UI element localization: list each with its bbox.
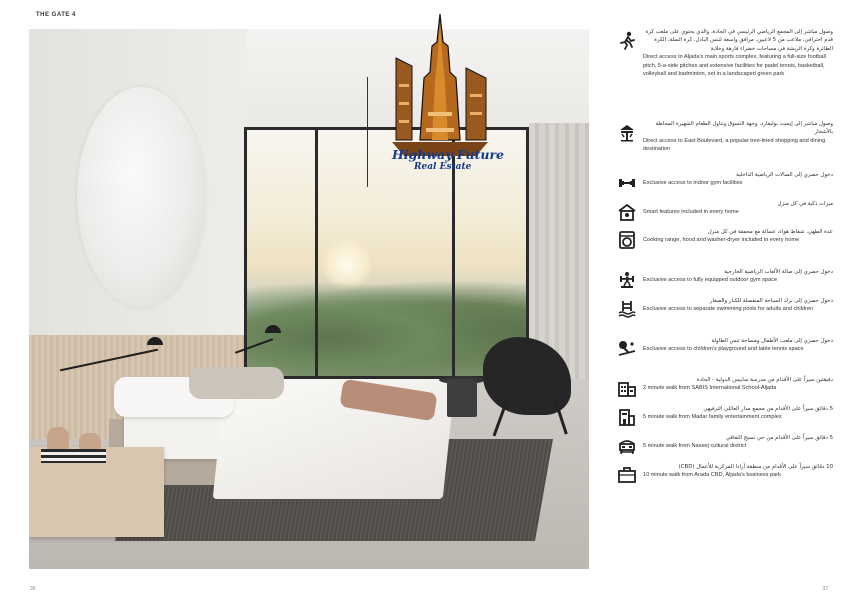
feature-text-en: Exclusive access to fully equipped outdoor gym space	[643, 277, 778, 284]
feature-text-en: 5 minute walk from Madar family entertainment complex	[643, 414, 782, 421]
feature-text-en: Exclusive access to indoor gym facilities	[643, 180, 743, 187]
feature-text-ar: 10 دقائق سيراً على الأقدام من منطقة أرادا المركزية للأعمال (CBD)	[678, 464, 833, 470]
pillow	[189, 367, 284, 399]
entertainment-complex-icon	[617, 407, 637, 427]
cultural-district-icon	[617, 436, 637, 456]
wall-art-disc	[77, 87, 205, 307]
pendant-light	[367, 77, 368, 187]
washing-machine-icon	[617, 230, 637, 250]
feature-text-ar: 5 دقائق سيراً على الأقدام من حي نسيج الثقافي	[725, 435, 833, 441]
page-number-left: 36	[30, 586, 36, 592]
smart-home-icon	[617, 202, 637, 222]
briefcase-icon	[617, 465, 637, 485]
dumbbell-icon	[617, 173, 637, 193]
side-table	[447, 379, 477, 417]
feature-text-ar: 5 دقائق سيراً على الأقدام من مجمع مدار العائلي الترفيهي	[703, 406, 833, 412]
school-building-icon	[617, 378, 637, 398]
feature-text-ar: دخول حصري إلى ملعب الأطفال ومساحة تنس الطاولة	[711, 338, 833, 344]
feature-text-en: Smart features included in every home	[643, 209, 739, 216]
feature-text-ar: دخول حصري إلى الصالات الرياضية الداخلية	[736, 172, 833, 178]
feature-text-en: Direct access to Aljada's main sports complex, featuring a full-size football pitch, 5-a-side pitches and extensive facilities for padel tennis, basketball, volleyball and badminton, set in a landscaped green park	[643, 54, 826, 78]
bedroom-photo	[29, 29, 589, 569]
table-tennis-icon	[617, 339, 637, 359]
page-header-title: THE GATE 4	[36, 12, 76, 18]
outdoor-gym-icon	[617, 270, 637, 290]
feature-text-ar: دخول حصري إلى برك السباحة المنفصلة للكبار والصغار	[709, 298, 833, 304]
logo-text-secondary: Real Estate	[414, 162, 472, 172]
feature-text-ar: وصول مباشر إلى المجمع الرياضي الرئيسي في الجادة، والذي يحتوي على ملعب كرة قدم احترافي، ملاعب من 5 لاعبين، مرافق واسعة لتنس البادل، كرة السلة، الكرة الطائرة وكرة الريشة في مساحات خضراء فارهة وخلابة	[645, 29, 833, 52]
feature-text-ar: وصول مباشر إلى إيست بوليفارد، وجهة التسوق وتناول الطعام الشهيرة المحاطة بالأشجار	[655, 121, 833, 136]
feature-text-ar: دقيقتين سيراً على الأقدام من مدرسة سابيس الدولية - الجادة	[696, 377, 833, 383]
swimming-pool-icon	[617, 299, 637, 319]
running-person-icon	[617, 30, 637, 50]
feature-text-en: Direct access to East Boulevard, a popular tree-lined shopping and dining destination	[643, 137, 826, 153]
feature-text-en: Exclusive access to separate swimming pools for adults and children	[643, 306, 814, 313]
shopping-boulevard-icon	[617, 122, 637, 142]
page-number-right: 37	[822, 586, 828, 592]
feature-text-ar: ميزات ذكية في كل منزل	[777, 201, 833, 207]
feature-text-ar: دخول حصري إلى صالة الألعاب الرياضية الخارجية	[724, 269, 833, 275]
feature-text-en: 10 minute walk from Arada CBD, Aljada's business park	[643, 472, 781, 479]
feature-text-en: Cooking range, hood and washer-dryer included in every home	[643, 237, 800, 244]
feature-text-ar: عدة الطهي، شفاط هواء، غسالة مع مجففة في كل منزل	[707, 229, 833, 235]
window-mullion	[315, 130, 318, 376]
feature-text-en: Exclusive access to children's playground and table tennis space	[643, 346, 804, 353]
logo-text-primary: Highway Future	[392, 147, 505, 162]
books	[41, 449, 106, 463]
feature-text-en: 2 minute walk from SABIS International School-Aljada	[643, 385, 777, 392]
feature-text-en: 5 minute walk from Naseej cultural district	[643, 443, 747, 450]
